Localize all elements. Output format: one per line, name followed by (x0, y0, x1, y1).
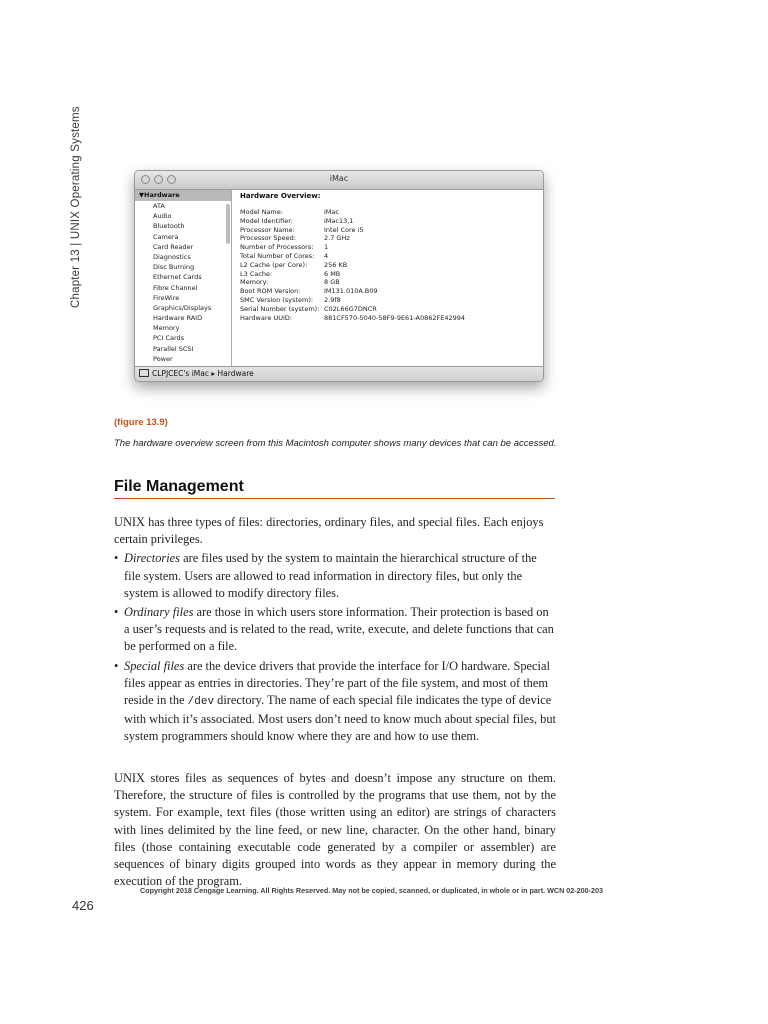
sidebar-item[interactable]: Power (153, 354, 173, 363)
bullet-text-after: directory. The name of each special file indicates the type of device with which it’s associated. Most users don’t need to know much about special files, but system programmers should know where they are and how to use them. (124, 693, 556, 744)
sidebar-item[interactable]: ATA (153, 202, 165, 210)
spec-row (240, 278, 535, 287)
spec-row (240, 287, 535, 296)
spec-value: 8 GB (324, 278, 340, 287)
hardware-sidebar (135, 190, 232, 366)
system-information-window (134, 170, 544, 382)
sidebar-item[interactable]: Graphics/Displays (153, 303, 212, 312)
spec-row (240, 243, 535, 252)
bullet-icon: • (114, 658, 119, 673)
spec-value: 881CF570-5040-58F9-9E61-A0862FE42994 (324, 313, 466, 322)
chapter-side-label (70, 106, 90, 308)
sidebar-item[interactable]: PCI Cards (153, 334, 185, 343)
spec-key: Model Name: (240, 208, 283, 216)
spec-row (240, 270, 535, 279)
window-body (135, 190, 543, 366)
window-title: iMac (329, 174, 349, 183)
bullet-term: Directories (124, 551, 180, 566)
spec-key: Processor Speed: (240, 234, 296, 243)
storage-paragraph: UNIX stores files as sequences of bytes and doesn’t impose any structure on them. Therefore, the structure of files is controlled by the programs that use them, not by the system. For example, text files (those written using an editor) are strings of characters with lines delimited by the line feed, or new line, character. On the other hand, binary files (those containing executable code generated by a compiler or assembler) are sequences of binary digits grouped into words as they appear in memory during the execution of the program. (114, 771, 556, 889)
spec-value: iMac (324, 208, 339, 216)
sidebar-item[interactable]: Parallel SCSI (153, 344, 194, 353)
spec-value: C02L66G7DNCR (324, 304, 377, 313)
figure-label: (figure 13.9) (114, 417, 168, 428)
sidebar-item[interactable]: Camera (153, 232, 179, 241)
sidebar-item[interactable]: Ethernet Cards (153, 273, 202, 282)
spec-key: Serial Number (system): (240, 304, 320, 313)
spec-key: Hardware UUID: (240, 313, 293, 322)
spec-row (240, 208, 535, 217)
intro-paragraph: UNIX has three types of files: directories, ordinary files, and special files. Each enjoys certain privileges. (114, 515, 544, 547)
spec-value: Intel Core i5 (324, 225, 364, 234)
bullet-code: /dev (187, 696, 215, 709)
sidebar-list (135, 201, 231, 364)
sidebar-item[interactable]: Bluetooth (153, 222, 185, 231)
overview-title: Hardware Overview: (240, 192, 321, 200)
spec-row (240, 234, 535, 243)
chapter-side-label-text: Chapter 13 | UNIX Operating Systems (70, 106, 82, 308)
spec-key: Number of Processors: (240, 243, 314, 252)
list-item (114, 550, 556, 602)
spec-value: 6 MB (324, 269, 341, 278)
spec-row (240, 252, 535, 261)
spec-key: Model Identifier: (240, 216, 293, 225)
spec-value: iMac13,1 (324, 216, 354, 225)
bullet-term: Special files (124, 658, 185, 673)
spec-key: Processor Name: (240, 225, 295, 234)
page-number: 426 (72, 898, 94, 913)
spec-value: 2.9f8 (324, 295, 341, 304)
copyright-notice: Copyright 2018 Cengage Learning. All Rights Reserved. May not be copied, scanned, or duplicated, in whole or in part. WCN 02-200-203 (140, 886, 604, 895)
spec-key: L2 Cache (per Core): (240, 260, 308, 269)
spec-row (240, 217, 535, 226)
bullet-icon: • (114, 551, 119, 566)
spec-key: Boot ROM Version: (240, 287, 301, 296)
spec-value: 4 (324, 251, 329, 260)
sidebar-item[interactable]: Fibre Channel (153, 283, 198, 292)
spec-row (240, 314, 535, 323)
sidebar-item[interactable]: Disc Burning (153, 263, 195, 272)
spec-value: 1 (324, 243, 329, 252)
spec-row (240, 226, 535, 235)
sidebar-item[interactable]: Audio (153, 212, 172, 221)
hardware-overview-panel (232, 190, 543, 366)
sidebar-scrollbar[interactable] (226, 204, 230, 244)
sidebar-item[interactable]: Diagnostics (153, 252, 191, 261)
spec-value: 256 KB (324, 260, 348, 269)
status-path: CLPJCEC's iMac ▸ Hardware (152, 369, 254, 378)
window-statusbar (135, 366, 543, 381)
section-heading: File Management (114, 478, 555, 499)
spec-value: 2.7 GHz (324, 234, 350, 243)
spec-list (240, 208, 535, 322)
spec-value: IM131.010A.B09 (324, 287, 378, 296)
list-item (114, 604, 556, 656)
spec-row (240, 261, 535, 270)
bullet-icon: • (114, 605, 119, 620)
sidebar-item[interactable]: Memory (153, 324, 180, 333)
list-item (114, 658, 556, 746)
sidebar-item[interactable]: Card Reader (153, 242, 194, 251)
sidebar-item[interactable]: FireWire (153, 293, 180, 302)
window-titlebar (135, 171, 543, 190)
computer-icon (139, 369, 149, 377)
spec-row (240, 296, 535, 305)
figure-caption: The hardware overview screen from this Macintosh computer shows many devices that can be accessed. (114, 438, 557, 449)
bullet-text: are those in which users store information. Their protection is based on a user’s requests and is related to the read, write, execute, and delete functions that can be performed on a file. (124, 605, 554, 654)
spec-key: L3 Cache: (240, 269, 273, 278)
spec-key: SMC Version (system): (240, 295, 314, 304)
intro-block (114, 514, 556, 748)
bullet-term: Ordinary files (124, 605, 194, 620)
file-types-list (114, 550, 556, 745)
bullet-text: are files used by the system to maintain the hierarchical structure of the file system. Users are allowed to read information in directory files, but only the system is allowed to modify directory files. (124, 551, 537, 600)
bullet-text: are the device drivers that provide the interface for I/O hardware. Special files appear as entries in directories. They’re part of the file system, and most of them reside in the (124, 658, 550, 708)
sidebar-item[interactable]: Hardware RAID (153, 314, 203, 323)
spec-key: Total Number of Cores: (240, 251, 315, 260)
spec-row (240, 305, 535, 314)
spec-key: Memory: (240, 278, 269, 287)
sidebar-header-hardware[interactable]: ▼Hardware (135, 190, 231, 201)
